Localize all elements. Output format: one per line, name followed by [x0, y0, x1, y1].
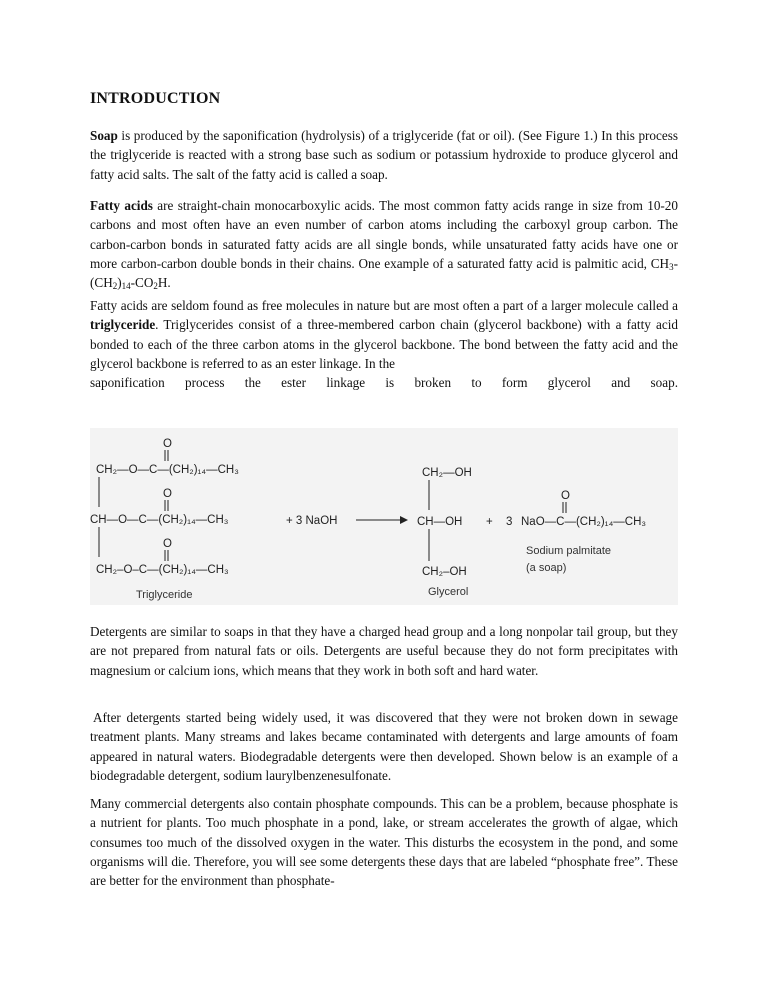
carbonyl-o-2: O: [163, 488, 172, 500]
glycerol-row-1: CH₂—OH: [422, 467, 472, 479]
term-fatty-acids: Fatty acids: [90, 198, 153, 213]
carbonyl-o-3: O: [163, 538, 172, 550]
formula-part: CH: [650, 255, 670, 271]
soap-formula: NaO—C—(CH₂)₁₄—CH₃: [521, 516, 647, 528]
paragraph-soap: [90, 126, 678, 184]
saponification-diagram: [90, 428, 678, 605]
section-heading: INTRODUCTION: [90, 90, 221, 107]
paragraph-soap-text: is produced by the saponification (hydrolysis) of a triglyceride (fat or oil). (See Figure 1.) In this process the triglyceride is reacted with a strong base such as sodium or potassium hydroxide to produce glycerol and fatty acid salts. The salt of the fatty acid is called a soap.: [90, 128, 678, 182]
carbonyl-o-1: O: [163, 438, 172, 450]
triglyceride-row-3: CH₂–O–C—(CH₂)₁₄—CH₃: [96, 564, 229, 576]
saponification-figure: [90, 428, 678, 605]
paragraph-triglyceride-text-b: . Triglycerides consist of a three-membered carbon chain (glycerol backbone) with a fatty acid bonded to each of the three carbon atoms in the glycerol backbone. The bond between the fatty acid and the glycerol backbone is referred to as an ester linkage. In the: [90, 317, 678, 371]
paragraph-detergents: Detergents are similar to soaps in that they have a charged head group and a long nonpolar tail group, but they are not prepared from natural fats or oils. Detergents are useful because they do not form precipitates with magnesium or calcium ions, which means that they work in both soft and hard water.: [90, 624, 678, 678]
paragraph-fatty-acids-text: are straight-chain monocarboxylic acids. The most common fatty acids range in size from 10-20 carbons and most often have an even number of carbon atoms including the carboxyl group carbon. The carbon-carbon bonds in saturated fatty acids are all single bonds, while unsaturated fatty acids have one or more carbon-carbon double bonds in their chains. One example of a saturated fatty acid is palmitic acid,: [90, 198, 678, 271]
paragraph-triglyceride-text-a: Fatty acids are seldom found as free molecules in nature but are most often a part of a larger molecule called a: [90, 298, 678, 313]
arrow-head: [400, 516, 408, 524]
paragraph-phosphate: Many commercial detergents also contain phosphate compounds. This can be a problem, because phosphate is a nutrient for plants. Too much phosphate in a pond, lake, or stream accelerates the growth of algae, which consumes too much of the dissolved oxygen in the water. This disturbs the ecosystem in the pond, and some organisms will die. Therefore, you will see some detergents these days that are labeled “phosphate free”. These are better for the environment than phosphate-: [90, 796, 678, 889]
soap-label-1: Sodium palmitate: [526, 545, 611, 557]
paragraph-biodegradable: After detergents started being widely used, it was discovered that they were not broken down in sewage treatment plants. Many streams and lakes became contaminated with detergents and large amounts of foam appeared in natural waters. Biodegradable detergents were then developed. Shown below is an example of a biodegradable detergent, sodium laurylbenzenesulfonate.: [90, 710, 678, 783]
plus-sign: +: [486, 516, 493, 528]
reagent-naoh: + 3 NaOH: [286, 515, 338, 527]
formula-part: ): [117, 275, 122, 291]
formula-sub: 3: [669, 261, 674, 272]
glycerol-label: Glycerol: [428, 586, 469, 598]
soap-carbonyl-o: O: [561, 490, 570, 502]
triglyceride-row-1: CH₂—O—C—(CH₂)₁₄—CH₃: [96, 464, 239, 476]
paragraph-fatty-acids: [90, 196, 678, 292]
formula-sub: 2: [153, 281, 158, 292]
formula-part: H.: [157, 275, 171, 291]
triglyceride-label: Triglyceride: [136, 589, 193, 601]
formula-sub: 14: [121, 281, 131, 292]
formula-part: -CO: [130, 275, 154, 291]
paragraph-triglyceride-last-line: saponification process the ester linkage is broken to form glycerol and soap.: [90, 375, 678, 391]
triglyceride-row-2: CH—O—C—(CH₂)₁₄—CH₃: [90, 514, 229, 526]
soap-label-2: (a soap): [526, 562, 567, 574]
glycerol-row-3: CH₂–OH: [422, 566, 467, 578]
term-triglyceride: triglyceride: [90, 317, 156, 333]
paragraph-triglyceride: [90, 296, 678, 392]
formula-part: -(CH: [90, 255, 678, 291]
term-soap: Soap: [90, 128, 118, 143]
glycerol-row-2: CH—OH: [417, 516, 463, 528]
coefficient-3: 3: [506, 516, 513, 528]
formula-sub: 2: [112, 281, 118, 292]
